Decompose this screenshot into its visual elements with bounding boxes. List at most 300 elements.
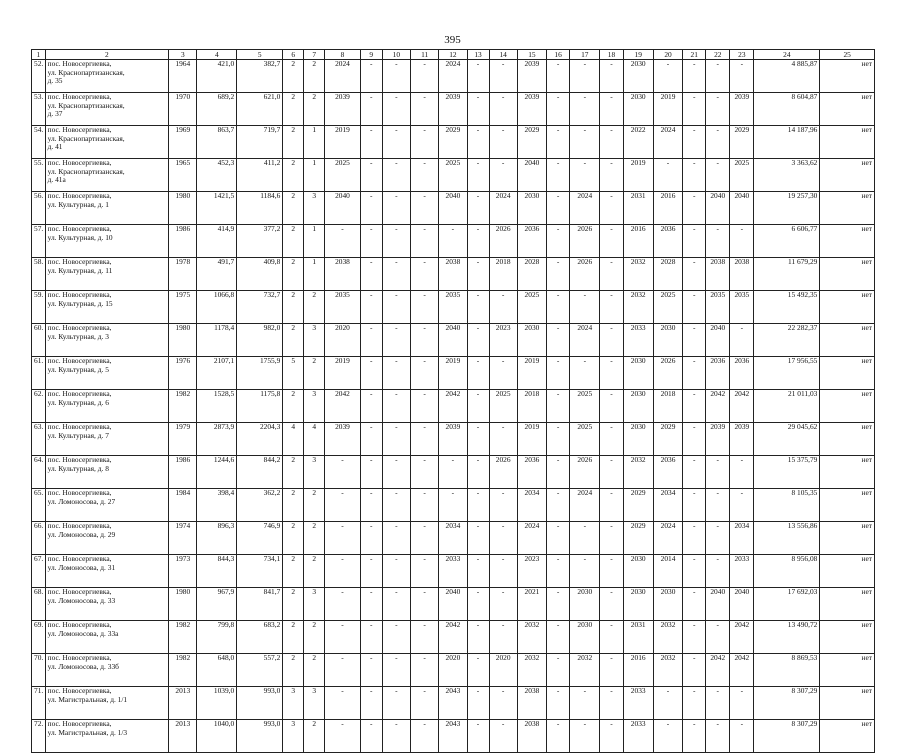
cell-c25: нет [820, 687, 875, 720]
cell-c22: - [706, 225, 730, 258]
cell-c14: 2018 [489, 258, 517, 291]
cell-year: 1982 [169, 621, 197, 654]
cell-c19: 2032 [623, 456, 653, 489]
cell-c13: - [467, 291, 489, 324]
cell-c12: 2033 [439, 555, 467, 588]
column-header: 15 [517, 50, 546, 60]
cell-a: 896,3 [197, 522, 237, 555]
cell-c19: 2016 [623, 654, 653, 687]
address-line: пос. Новосергиевка, [47, 488, 112, 497]
cell-c20: 2016 [653, 192, 682, 225]
column-header: 10 [382, 50, 410, 60]
cell-year: 1982 [169, 654, 197, 687]
cell-c18: - [600, 225, 623, 258]
cell-b: 683,2 [237, 621, 283, 654]
cell-c24: 17 956,55 [754, 357, 820, 390]
cell-c8: - [325, 720, 361, 753]
cell-c7: 1 [304, 159, 325, 192]
cell-c12: - [439, 225, 467, 258]
cell-c13: - [467, 60, 489, 93]
cell-c11: - [411, 456, 439, 489]
cell-a: 2107,1 [197, 357, 237, 390]
cell-c17: 2024 [570, 192, 600, 225]
cell-c18: - [600, 390, 623, 423]
cell-c21: - [683, 621, 706, 654]
address-cell [45, 225, 169, 258]
cell-c21: - [683, 93, 706, 126]
row-number: 66. [32, 522, 46, 555]
cell-c13: - [467, 456, 489, 489]
cell-c24: 15 375,79 [754, 456, 820, 489]
cell-c10: - [382, 60, 410, 93]
cell-c11: - [411, 159, 439, 192]
cell-c23: - [730, 60, 754, 93]
cell-c12: 2029 [439, 126, 467, 159]
cell-c7: 1 [304, 258, 325, 291]
column-header: 6 [283, 50, 304, 60]
row-number: 56. [32, 192, 46, 225]
cell-c9: - [360, 93, 382, 126]
cell-c22: - [706, 555, 730, 588]
address-line: ул. Магистральная, д. 1/1 [47, 694, 128, 704]
cell-b: 982,0 [237, 324, 283, 357]
cell-a: 799,8 [197, 621, 237, 654]
cell-c8: - [325, 555, 361, 588]
cell-year: 1976 [169, 357, 197, 390]
cell-c18: - [600, 93, 623, 126]
address-cell [45, 423, 169, 456]
cell-c8: - [325, 522, 361, 555]
cell-c7: 3 [304, 192, 325, 225]
cell-c16: - [547, 60, 570, 93]
cell-c21: - [683, 357, 706, 390]
cell-c23: - [730, 225, 754, 258]
cell-c21: - [683, 126, 706, 159]
cell-c25: нет [820, 621, 875, 654]
address-line: ул. Магистральная, д. 1/3 [47, 727, 128, 737]
cell-b: 993,0 [237, 720, 283, 753]
cell-c11: - [411, 687, 439, 720]
table-row [32, 93, 875, 126]
cell-c7: 2 [304, 555, 325, 588]
cell-c15: 2038 [517, 687, 546, 720]
cell-c20: 2028 [653, 258, 682, 291]
cell-c17: - [570, 687, 600, 720]
cell-c14: - [489, 126, 517, 159]
cell-c10: - [382, 423, 410, 456]
address-cell [45, 291, 169, 324]
cell-c24: 11 679,29 [754, 258, 820, 291]
cell-c14: - [489, 291, 517, 324]
cell-c6: 2 [283, 522, 304, 555]
address-line: ул. Культурная, д. 1 [47, 199, 109, 209]
row-number: 58. [32, 258, 46, 291]
cell-c20: - [653, 720, 682, 753]
cell-c18: - [600, 489, 623, 522]
cell-c17: 2025 [570, 423, 600, 456]
cell-c8: - [325, 588, 361, 621]
cell-c20: 2032 [653, 654, 682, 687]
cell-c25: нет [820, 489, 875, 522]
cell-c17: - [570, 357, 600, 390]
cell-c8: 2019 [325, 357, 361, 390]
cell-c14: - [489, 522, 517, 555]
cell-c17: 2026 [570, 225, 600, 258]
cell-c14: - [489, 423, 517, 456]
cell-c6: 2 [283, 192, 304, 225]
cell-c12: 2040 [439, 192, 467, 225]
cell-c16: - [547, 423, 570, 456]
cell-c6: 2 [283, 126, 304, 159]
table-row [32, 390, 875, 423]
cell-c16: - [547, 324, 570, 357]
cell-c21: - [683, 456, 706, 489]
cell-c13: - [467, 225, 489, 258]
cell-c25: нет [820, 93, 875, 126]
cell-c9: - [360, 720, 382, 753]
address-cell [45, 654, 169, 687]
address-cell [45, 390, 169, 423]
cell-b: 377,2 [237, 225, 283, 258]
cell-year: 1986 [169, 225, 197, 258]
cell-c22: 2040 [706, 192, 730, 225]
cell-c23: - [730, 489, 754, 522]
cell-c22: - [706, 159, 730, 192]
cell-c14: - [489, 588, 517, 621]
table-row [32, 720, 875, 753]
cell-c10: - [382, 324, 410, 357]
address-cell [45, 720, 169, 753]
cell-c12: 2039 [439, 93, 467, 126]
cell-c8: 2020 [325, 324, 361, 357]
cell-a: 398,4 [197, 489, 237, 522]
cell-c22: 2036 [706, 357, 730, 390]
cell-c15: 2018 [517, 390, 546, 423]
cell-c11: - [411, 258, 439, 291]
column-header: 21 [683, 50, 706, 60]
address-line: ул. Ломоносова, д. 31 [47, 562, 116, 572]
cell-c7: 1 [304, 225, 325, 258]
row-number: 52. [32, 60, 46, 93]
cell-c24: 8 956,08 [754, 555, 820, 588]
cell-c10: - [382, 258, 410, 291]
cell-c18: - [600, 687, 623, 720]
cell-c21: - [683, 159, 706, 192]
address-line: пос. Новосергиевка, [47, 158, 112, 167]
cell-c24: 21 011,03 [754, 390, 820, 423]
cell-c22: - [706, 126, 730, 159]
cell-c24: 13 490,72 [754, 621, 820, 654]
cell-c13: - [467, 159, 489, 192]
address-line: пос. Новосергиевка, [47, 389, 112, 398]
cell-b: 844,2 [237, 456, 283, 489]
cell-c12: 2040 [439, 324, 467, 357]
cell-b: 1755,9 [237, 357, 283, 390]
cell-a: 414,9 [197, 225, 237, 258]
table-row [32, 357, 875, 390]
table-row [32, 126, 875, 159]
column-header: 22 [706, 50, 730, 60]
cell-year: 2013 [169, 687, 197, 720]
address-line: д. 41а [47, 175, 66, 185]
column-header: 24 [754, 50, 820, 60]
cell-c9: - [360, 192, 382, 225]
cell-b: 411,2 [237, 159, 283, 192]
cell-a: 421,0 [197, 60, 237, 93]
column-header: 9 [360, 50, 382, 60]
cell-c7: 3 [304, 324, 325, 357]
cell-c14: - [489, 687, 517, 720]
table-row [32, 324, 875, 357]
cell-c24: 14 187,96 [754, 126, 820, 159]
cell-c19: 2030 [623, 555, 653, 588]
cell-c19: 2031 [623, 621, 653, 654]
cell-c13: - [467, 489, 489, 522]
cell-c24: 17 692,03 [754, 588, 820, 621]
cell-c22: - [706, 60, 730, 93]
cell-c13: - [467, 423, 489, 456]
cell-c17: 2030 [570, 588, 600, 621]
cell-c21: - [683, 423, 706, 456]
address-line: ул. Культурная, д. 11 [47, 265, 113, 275]
address-line: пос. Новосергиевка, [47, 191, 112, 200]
address-cell [45, 522, 169, 555]
cell-a: 1066,8 [197, 291, 237, 324]
address-line: д. 41 [47, 142, 63, 152]
cell-c14: 2026 [489, 225, 517, 258]
cell-c21: - [683, 555, 706, 588]
cell-c24: 8 105,35 [754, 489, 820, 522]
cell-c21: - [683, 720, 706, 753]
cell-c8: - [325, 621, 361, 654]
cell-c19: 2030 [623, 588, 653, 621]
address-line: ул. Культурная, д. 5 [47, 364, 109, 374]
cell-c20: 2025 [653, 291, 682, 324]
row-number: 60. [32, 324, 46, 357]
cell-c13: - [467, 588, 489, 621]
cell-c11: - [411, 291, 439, 324]
cell-c12: 2035 [439, 291, 467, 324]
cell-c21: - [683, 258, 706, 291]
cell-c8: 2039 [325, 423, 361, 456]
cell-c12: 2038 [439, 258, 467, 291]
cell-year: 1970 [169, 93, 197, 126]
cell-c19: 2033 [623, 687, 653, 720]
cell-c15: 2040 [517, 159, 546, 192]
cell-c19: 2016 [623, 225, 653, 258]
cell-c18: - [600, 357, 623, 390]
column-header: 13 [467, 50, 489, 60]
cell-c9: - [360, 225, 382, 258]
cell-c7: 1 [304, 126, 325, 159]
cell-b: 382,7 [237, 60, 283, 93]
address-line: ул. Краснопартизанская, [47, 133, 125, 143]
cell-c9: - [360, 522, 382, 555]
cell-c8: - [325, 687, 361, 720]
cell-c8: 2040 [325, 192, 361, 225]
cell-c23: - [730, 720, 754, 753]
cell-c24: 29 045,62 [754, 423, 820, 456]
cell-c24: 13 556,86 [754, 522, 820, 555]
address-line: ул. Ломоносова, д. 27 [47, 496, 116, 506]
cell-c22: - [706, 522, 730, 555]
cell-c13: - [467, 522, 489, 555]
table-row [32, 159, 875, 192]
cell-c12: 2024 [439, 60, 467, 93]
cell-c8: - [325, 654, 361, 687]
cell-c13: - [467, 621, 489, 654]
cell-c11: - [411, 390, 439, 423]
column-header: 14 [489, 50, 517, 60]
cell-c7: 2 [304, 522, 325, 555]
cell-c25: нет [820, 720, 875, 753]
address-line: ул. Культурная, д. 10 [47, 232, 113, 242]
column-header: 5 [237, 50, 283, 60]
cell-c18: - [600, 522, 623, 555]
cell-c18: - [600, 126, 623, 159]
address-line: пос. Новосергиевка, [47, 59, 112, 68]
table-row [32, 192, 875, 225]
cell-c22: - [706, 720, 730, 753]
row-number: 59. [32, 291, 46, 324]
cell-b: 1184,6 [237, 192, 283, 225]
cell-c13: - [467, 357, 489, 390]
cell-c8: 2025 [325, 159, 361, 192]
cell-c12: 2042 [439, 390, 467, 423]
table-row [32, 60, 875, 93]
address-line: пос. Новосергиевка, [47, 290, 112, 299]
cell-c20: - [653, 60, 682, 93]
cell-c18: - [600, 159, 623, 192]
address-line: д. 37 [47, 109, 63, 119]
cell-c15: 2025 [517, 291, 546, 324]
cell-c14: 2026 [489, 456, 517, 489]
cell-c17: 2024 [570, 324, 600, 357]
cell-c8: - [325, 225, 361, 258]
cell-c10: - [382, 390, 410, 423]
cell-c25: нет [820, 225, 875, 258]
table-row [32, 291, 875, 324]
cell-c20: 2036 [653, 225, 682, 258]
address-line: ул. Ломоносова, д. 29 [47, 529, 116, 539]
cell-year: 1986 [169, 456, 197, 489]
cell-c15: 2038 [517, 720, 546, 753]
cell-c15: 2030 [517, 324, 546, 357]
cell-c19: 2030 [623, 390, 653, 423]
cell-c9: - [360, 159, 382, 192]
cell-c16: - [547, 159, 570, 192]
cell-c24: 8 869,53 [754, 654, 820, 687]
row-number: 71. [32, 687, 46, 720]
cell-c15: 2036 [517, 456, 546, 489]
cell-a: 1039,0 [197, 687, 237, 720]
cell-c20: 2024 [653, 522, 682, 555]
cell-c15: 2028 [517, 258, 546, 291]
cell-c23: 2029 [730, 126, 754, 159]
cell-c11: - [411, 522, 439, 555]
cell-c23: 2040 [730, 588, 754, 621]
cell-c17: - [570, 522, 600, 555]
cell-c19: 2019 [623, 159, 653, 192]
cell-c23: 2039 [730, 423, 754, 456]
cell-c16: - [547, 390, 570, 423]
cell-c22: - [706, 93, 730, 126]
cell-a: 863,7 [197, 126, 237, 159]
cell-a: 844,3 [197, 555, 237, 588]
address-cell [45, 555, 169, 588]
cell-c7: 2 [304, 60, 325, 93]
cell-c22: 2042 [706, 390, 730, 423]
address-line: пос. Новосергиевка, [47, 422, 112, 431]
address-line: пос. Новосергиевка, [47, 455, 112, 464]
cell-c23: 2042 [730, 390, 754, 423]
address-line: д. 35 [47, 76, 63, 86]
cell-c24: 6 606,77 [754, 225, 820, 258]
cell-c22: - [706, 489, 730, 522]
cell-c7: 2 [304, 621, 325, 654]
cell-c10: - [382, 225, 410, 258]
cell-c14: 2023 [489, 324, 517, 357]
cell-c21: - [683, 588, 706, 621]
cell-c24: 19 257,30 [754, 192, 820, 225]
cell-c14: - [489, 555, 517, 588]
table-row [32, 258, 875, 291]
row-number: 62. [32, 390, 46, 423]
cell-c6: 4 [283, 423, 304, 456]
address-line: ул. Ломоносова, д. 33б [47, 661, 119, 671]
address-cell [45, 258, 169, 291]
address-cell [45, 159, 169, 192]
cell-b: 719,7 [237, 126, 283, 159]
cell-a: 1244,6 [197, 456, 237, 489]
cell-c23: 2035 [730, 291, 754, 324]
cell-c10: - [382, 126, 410, 159]
cell-c25: нет [820, 192, 875, 225]
cell-c13: - [467, 93, 489, 126]
page-number: 395 [444, 34, 461, 46]
cell-c9: - [360, 555, 382, 588]
cell-c9: - [360, 60, 382, 93]
address-line: ул. Культурная, д. 15 [47, 298, 113, 308]
cell-c12: 2042 [439, 621, 467, 654]
cell-c15: 2023 [517, 555, 546, 588]
row-number: 70. [32, 654, 46, 687]
cell-c14: - [489, 720, 517, 753]
cell-c8: 2039 [325, 93, 361, 126]
row-number: 55. [32, 159, 46, 192]
column-header: 7 [304, 50, 325, 60]
cell-year: 1975 [169, 291, 197, 324]
cell-c19: 2030 [623, 93, 653, 126]
cell-c20: 2032 [653, 621, 682, 654]
cell-c14: 2025 [489, 390, 517, 423]
row-number: 57. [32, 225, 46, 258]
column-header: 1 [32, 50, 46, 60]
cell-c11: - [411, 423, 439, 456]
cell-c10: - [382, 522, 410, 555]
address-line: ул. Краснопартизанская, [47, 166, 125, 176]
cell-c7: 3 [304, 687, 325, 720]
cell-a: 491,7 [197, 258, 237, 291]
cell-c15: 2039 [517, 60, 546, 93]
cell-c24: 3 363,62 [754, 159, 820, 192]
cell-c12: 2019 [439, 357, 467, 390]
cell-c10: - [382, 588, 410, 621]
cell-c17: - [570, 291, 600, 324]
cell-a: 1178,4 [197, 324, 237, 357]
cell-c16: - [547, 93, 570, 126]
cell-year: 1978 [169, 258, 197, 291]
